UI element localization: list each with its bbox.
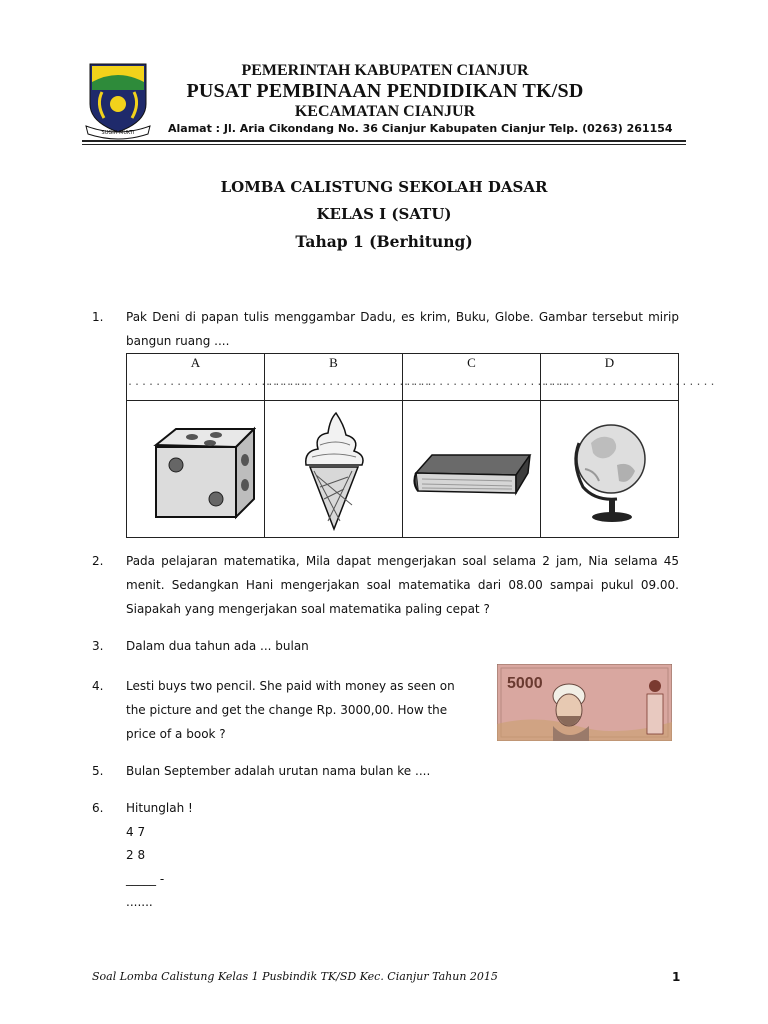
answer-cell-a[interactable] (127, 354, 310, 401)
header-divider-thin (82, 144, 686, 145)
question-6-text: Hitunglah ! (126, 801, 193, 815)
globe-image (565, 413, 655, 533)
answer-cell-c[interactable] (403, 354, 572, 401)
institution-heading: PUSAT PEMBINAAN PENDIDIKAN TK/SD (186, 80, 584, 102)
dice-image (136, 415, 256, 525)
question-2-text: Pada pelajaran matematika, Mila dapat mengerjakan soal selama 2 jam, Nia selama 45 menit. Sedangkan Hani mengerjakan soal matematika dari 08.00 sampai pukul 09.00. Siapakah yang mengerjakan soal matematika paling cepat ? (126, 554, 679, 616)
banknote-image (497, 664, 672, 741)
subtraction-line: _____ - (126, 872, 165, 886)
answer-cell-d[interactable] (541, 354, 717, 401)
header-divider-thick (82, 140, 686, 142)
answer-blank-d: ......................... (541, 377, 717, 388)
logo-ribbon-text: SUGIH MUKTI (101, 130, 135, 136)
question-4-text: Lesti buys two pencil. She paid with money as seen on the picture and get the change Rp. 3000,00. How the price of a book ? (126, 679, 455, 741)
option-letter-b: B (329, 355, 338, 370)
answer-blank-b: ........................ (265, 377, 434, 388)
question-3-number: 3. (92, 639, 104, 653)
competition-title: LOMBA CALISTUNG SEKOLAH DASAR (220, 178, 548, 196)
question-4-number: 4. (92, 679, 104, 693)
answer-blank-a: .......................... (127, 377, 310, 388)
answer-cell-b[interactable] (265, 354, 434, 401)
class-title: KELAS I (SATU) (316, 205, 452, 223)
district-heading: KECAMATAN CIANJUR (294, 103, 476, 120)
subtraction-top-number: 4 7 (126, 825, 146, 839)
banknote-value-text: 5000 (507, 675, 543, 692)
image-cell-a (127, 401, 265, 538)
question-6-number: 6. (92, 801, 104, 815)
image-cell-d (541, 401, 679, 538)
regency-emblem-logo (82, 60, 154, 140)
option-letter-d: D (604, 355, 615, 370)
address-line: Alamat : Jl. Aria Cikondang No. 36 Cianjur Kabupaten Cianjur Telp. (0263) 261154 (168, 122, 673, 135)
page-footer: Soal Lomba Calistung Kelas 1 Pusbindik TK/SD Kec. Cianjur Tahun 2015 (92, 970, 498, 983)
question-1-text: Pak Deni di papan tulis menggambar Dadu, es krim, Buku, Globe. Gambar tersebut mirip bangun ruang .... (126, 310, 679, 348)
government-heading: PEMERINTAH KABUPATEN CIANJUR (241, 62, 529, 79)
question-5-number: 5. (92, 764, 104, 778)
option-letter-c: C (467, 355, 476, 370)
book-image (412, 433, 532, 513)
question-5-text: Bulan September adalah urutan nama bulan ke .... (126, 764, 431, 778)
subtraction-bottom-number: 2 8 (126, 848, 146, 862)
question-1-number: 1. (92, 310, 104, 324)
shapes-answer-table (126, 353, 717, 538)
option-letter-a: A (190, 355, 201, 370)
question-3-text: Dalam dua tahun ada ... bulan (126, 639, 309, 653)
page-number: 1 (672, 970, 681, 984)
stage-title: Tahap 1 (Berhitung) (295, 232, 473, 251)
image-cell-c (403, 401, 541, 538)
image-cell-b (265, 401, 403, 538)
answer-blank-c: ........................ (403, 377, 572, 388)
ice-cream-image (294, 405, 374, 535)
subtraction-answer-blank[interactable]: ....... (126, 895, 153, 909)
question-2-number: 2. (92, 554, 104, 568)
